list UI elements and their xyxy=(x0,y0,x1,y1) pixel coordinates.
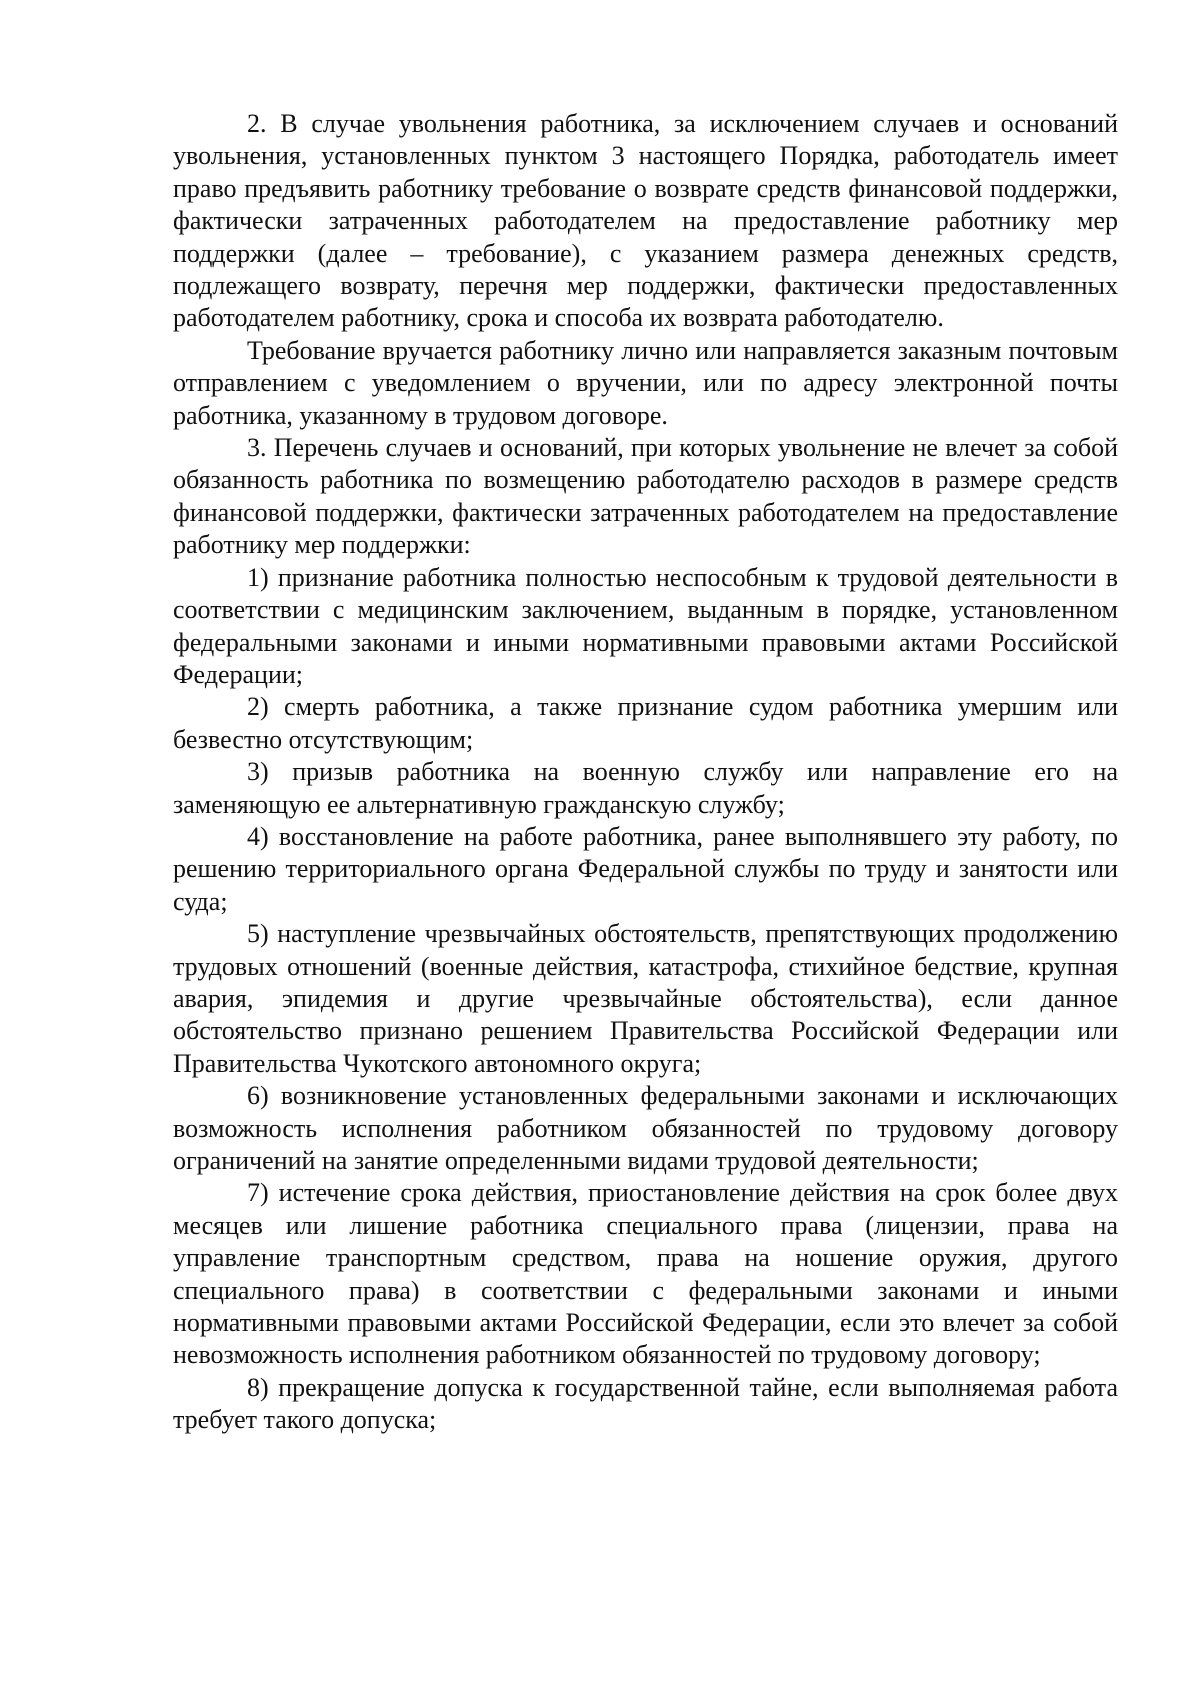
paragraph-requirement-delivery: Требование вручается работнику лично или направляется заказным почтовым отправлением с уведомлением о вручении, или по адресу электронной почты работника, указанному в трудовом договоре. xyxy=(173,335,1118,430)
list-item-1-incapacity: 1) признание работника полностью неспособным к трудовой деятельности в соответствии с медицинским заключением, выданным в порядке, установленном федеральными законами и иными нормативными правовыми актами Российской Федерации; xyxy=(173,562,1118,689)
paragraph-2-return-requirement: 2. В случае увольнения работника, за исключением случаев и оснований увольнения, установленных пунктом 3 настоящего Порядка, работодатель имеет право предъявить работнику требование о возврате средств финансовой поддержки, фактически затраченных работодателем на предоставление работнику мер поддержки (далее – требование), с указанием размера денежных средств, подлежащего возврату, перечня мер поддержки, фактически предоставленных работодателем работнику, срока и способа их возврата работодателю. xyxy=(173,109,1118,333)
list-item-5-emergency: 5) наступление чрезвычайных обстоятельств, препятствующих продолжению трудовых отношений (военные действия, катастрофа, стихийное бедствие, крупная авария, эпидемия и другие чрезвычайные обстоятельства), если данное обстоятельство признано решением Правительства Российской Федерации или Правительства Чукотского автономного округа; xyxy=(173,919,1118,1078)
document-page xyxy=(173,108,1118,1437)
list-item-7-special-right: 7) истечение срока действия, приостановление действия на срок более двух месяцев или лишение работника специального права (лицензии, права на управление транспортным средством, права на ношение оружия, другого специального права) в соответствии с федеральными законами и иными нормативными правовыми актами Российской Федерации, если это влечет за собой невозможность исполнения работником обязанностей по трудовому договору; xyxy=(173,1178,1118,1370)
list-item-8-state-secret: 8) прекращение допуска к государственной тайне, если выполняемая работа требует такого допуска; xyxy=(173,1372,1118,1435)
list-item-2-death: 2) смерть работника, а также признание судом работника умершим или безвестно отсутствующим; xyxy=(173,692,1118,754)
list-item-3-military-service: 3) призыв работника на военную службу или направление его на заменяющую ее альтернативную гражданскую службу; xyxy=(173,757,1118,819)
list-item-6-restrictions: 6) возникновение установленных федеральными законами и исключающих возможность исполнения работником обязанностей по трудовому договору ограничений на занятие определенными видами трудовой деятельности; xyxy=(173,1081,1118,1175)
paragraph-3-exceptions-list-intro: 3. Перечень случаев и оснований, при которых увольнение не влечет за собой обязанность работника по возмещению работодателю расходов в размере средств финансовой поддержки, фактически затраченных работодателем на предоставление работнику мер поддержки: xyxy=(173,433,1118,560)
list-item-4-reinstatement: 4) восстановление на работе работника, ранее выполнявшего эту работу, по решению территориального органа Федеральной службы по труду и занятости или суда; xyxy=(173,821,1118,916)
